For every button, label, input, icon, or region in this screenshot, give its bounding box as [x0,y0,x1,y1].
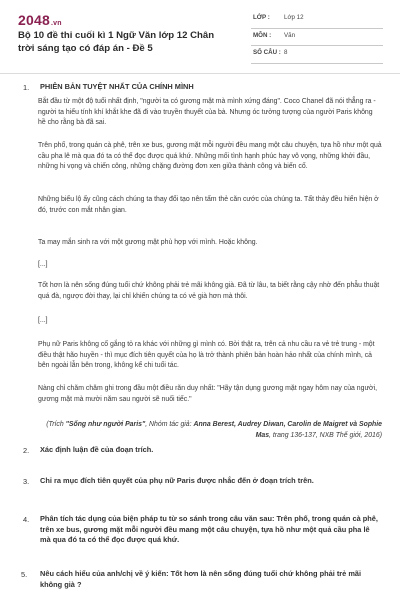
question-title: PHIÊN BẢN TUYỆT NHẤT CỦA CHÍNH MÌNH [40,82,194,91]
source-suffix: , trang 136-137, NXB Thế giới, 2016) [269,431,382,439]
question-number: 1. [23,83,30,92]
excerpt-paragraph: Nàng chỉ chăm chăm ghi trong đầu một điều răn duy nhất: "Hãy tận dụng gương mặt ngay hôm nay của người, gương mặt mà mười năm sau người sẽ nuối tiếc." [38,385,378,403]
excerpt-source [38,420,382,441]
excerpt-paragraph: Bắt đầu từ một độ tuổi nhất định, "người ta có gương mặt mà mình xứng đáng". Coco Chanel đã nói thẳng ra - người ta hiểu tính khí khắt khe đã đi vào truyền thuyết của bà. Nhưng óc tưởng tượng của người Paris không hề cho rằng bà đã sai. [38,98,376,127]
site-logo[interactable] [18,12,62,28]
meta-value: Lớp 12 [284,14,304,21]
meta-value: Văn [284,31,296,39]
meta-label: SỐ CÂU : [253,49,281,56]
logo-domain: .vn [50,20,62,27]
excerpt-paragraph: Phụ nữ Paris không cố gắng tỏ ra khác với những gì mình có. Bởi thật ra, trên cả nhu cầu ra vẻ trẻ trung - một điều thật hão huyền - thì mục đích tiên quyết của họ là trở thành phiên bản hoàn hảo nhất của chính mình, cả bên ngoài lẫn bên trong, không kể chi tuổi tác. [38,341,375,370]
meta-label: LỚP : [253,14,270,21]
meta-row-grade [251,11,383,29]
excerpt-paragraph: Trên phố, trong quán cà phê, trên xe bus, gương mặt mỗi người đều mang một câu chuyện, tựa hồ như một quả cầu pha lê mà qua đó ta có thể đọc được quá khứ. Những mối tình hạnh phúc hay vô vọng, những khởi đầu, những hi vọng và chiến công, những chặng đường đơn xen giữa thành công và biến cố. [38,142,382,171]
document-header [0,0,400,72]
question-title: Xác định luận đề của đoạn trích. [40,445,154,454]
question-number: 4. [23,515,30,524]
excerpt-paragraph: Tốt hơn là nên sống đúng tuổi chứ không phải trẻ mãi không già. Đã từ lâu, ta biết rằng cậy nhờ đến phẫu thuật quá đà, ngược đời thay, lại chỉ khiến chúng ta có vẻ già hơn mà thôi. [38,282,380,300]
excerpt-paragraph: Ta may mắn sinh ra với một gương mặt phù hợp với mình. Hoặc không. [38,239,258,246]
excerpt-paragraph: [...] [38,317,48,324]
source-authors: Anna Berest, Audrey Diwan, Carolin de Maigret và Sophie Mas [193,421,382,439]
excerpt-paragraph: [...] [38,261,48,268]
meta-value: 8 [284,49,288,56]
question-number: 3. [23,477,30,486]
document-body [0,74,400,600]
meta-row-count [251,46,383,64]
meta-table [251,11,383,64]
question-title: Phân tích tác dụng của biện pháp tu từ so sánh trong câu văn sau: Trên phố, trong quán cà phê, trên xe bus, gương mặt mỗi người đều mang một câu chuyện, tựa hồ như một quả cầu pha lê mà qua đó ta có thể đọc được quá khứ. [40,514,378,545]
question-title: Nêu cách hiểu của anh/chị về ý kiến: Tốt hơn là nên sống đúng tuổi chứ không phải trẻ mãi không già ? [40,569,362,589]
meta-label: MÔN : [253,31,272,39]
excerpt-paragraph: Những biểu lộ ấy cũng cách chúng ta thay đổi tạo nên tấm thẻ căn cước của chúng ta. Tất thảy đều hiển hiện ở đó, trước con mắt nhân gian. [38,196,379,214]
source-mid: , Nhóm tác giả: [145,421,192,428]
question-title: Chỉ ra mục đích tiên quyết của phụ nữ Paris được nhắc đến ở đoạn trích trên. [40,476,314,485]
source-prefix: (Trích [46,421,64,428]
question-number: 5. [21,570,28,579]
question-number: 2. [23,446,30,455]
source-book: "Sống như người Paris" [65,421,146,428]
page-title: Bộ 10 đề thi cuối kì 1 Ngữ Văn lớp 12 Chân trời sáng tạo có đáp án - Đề 5 [18,30,215,54]
meta-row-subject [251,29,383,47]
logo-main: 2048 [18,12,50,28]
